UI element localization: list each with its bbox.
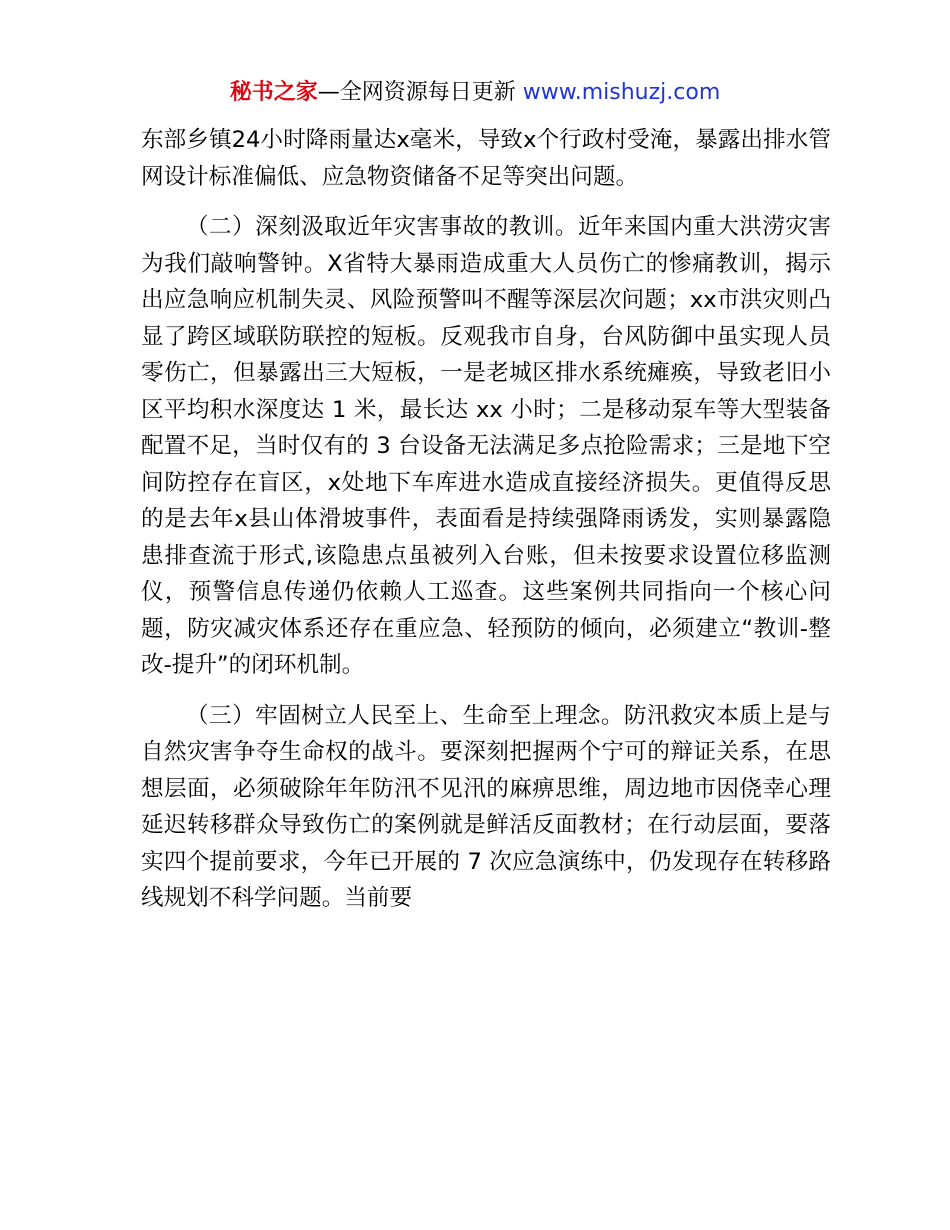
paragraph-section-two: （二）深刻汲取近年灾害事故的教训。近年来国内重大洪涝灾害为我们敲响警钟。X省特大暴雨造成重大人员伤亡的惨痛教训，揭示出应急响应机制失灵、风险预警叫不醒等深层次问题；xx市洪灾则凸显了跨区域联防联控的短板。反观我市自身，台风防御中虽实现人员零伤亡，但暴露出三大短板，一是老城区排水系统瘫痪，导致老旧小区平均积水深度达 1 米，最长达 xx 小时；二是移动泵车等大型装备配置不足，当时仅有的 3 台设备无法满足多点抢险需求；三是地下空间防控存在盲区，x处地下车库进水造成直接经济损失。更值得反思的是去年x县山体滑坡事件，表面看是持续强降雨诱发，实则暴露隐患排查流于形式,该隐患点虽被列入台账，但未按要求设置位移监测仪，预警信息传递仍依赖人工巡查。这些案例共同指向一个核心问题，防灾减灾体系还存在重应急、轻预防的倾向，必须建立“教训-整改-提升”的闭环机制。 — [141, 214, 831, 678]
brand-name: 秘书之家 — [229, 80, 318, 105]
document-body — [141, 122, 831, 917]
site-url-link[interactable]: www.mishuzj.com — [522, 80, 721, 105]
paragraph-continued: 东部乡镇24小时降雨量达x毫米，导致x个行政村受淹，暴露出排水管网设计标准偏低、应急物资储备不足等突出问题。 — [141, 127, 831, 190]
paragraph-section-three: （三）牢固树立人民至上、生命至上理念。防汛救灾本质上是与自然灾害争夺生命权的战斗。要深刻把握两个宁可的辩证关系，在思想层面，必须破除年年防汛不见汛的麻痹思维，周边地市因侥幸心理延迟转移群众导致伤亡的案例就是鲜活反面教材；在行动层面，要落实四个提前要求，今年已开展的 7 次应急演练中，仍发现存在转移路线规划不科学问题。当前要 — [141, 702, 831, 911]
header-tagline: —全网资源每日更新 — [317, 80, 523, 105]
page-header — [0, 78, 950, 108]
